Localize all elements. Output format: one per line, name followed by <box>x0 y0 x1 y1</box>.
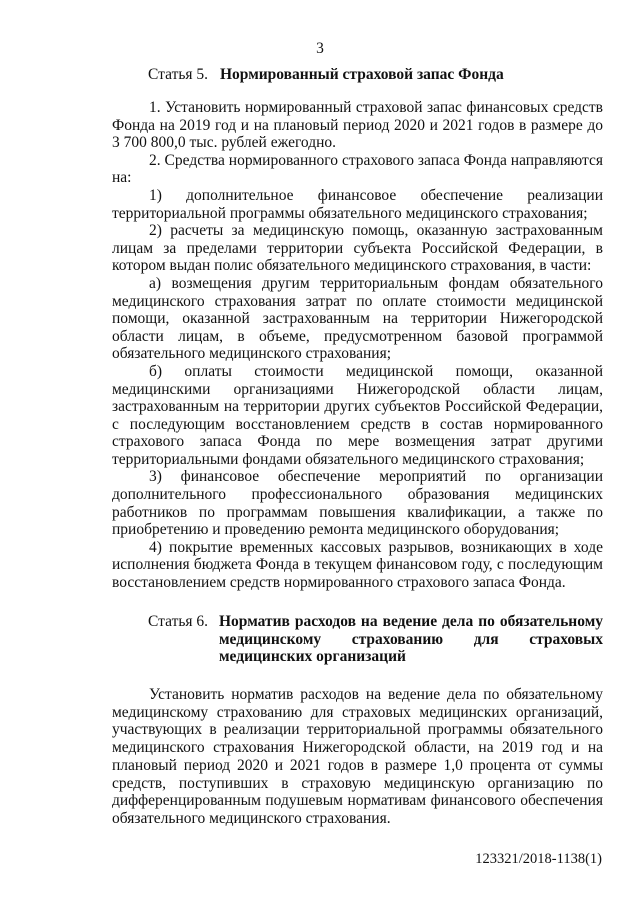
article-6-body <box>112 686 603 828</box>
article-5-number: Статья 5. <box>148 66 209 83</box>
article-5-item-2: 2) расчеты за медицинскую помощь, оказанную застрахованным лицам за пределами территории субъекта Российской Федерации, в котором выдан полис обязательного медицинского страхования, в части: <box>112 222 603 275</box>
article-6-paragraph-1: Установить норматив расходов на ведение дела по обязательному медицинскому страхованию для страховых медицинских организаций, участвующих в реализации территориальной программы обязательного медицинского страхования Нижегородской области, на 2019 год и на плановый период 2020 и 2021 годов в размере 1,0 процента от суммы средств, поступивших в страховую медицинскую организацию по дифференцированным подушевым нормативам финансового обеспечения обязательного медицинского страхования. <box>112 686 603 827</box>
article-6-title: Норматив расходов на ведение дела по обязательному медицинскому страхованию для страховых медицинских организаций <box>219 613 603 665</box>
article-5-item-1: 1) дополнительное финансовое обеспечение реализации территориальной программы обязательного медицинского страхования; <box>112 186 603 222</box>
article-5-title: Нормированный страховой запас Фонда <box>220 66 504 83</box>
article-5-subitem-a: а) возмещения другим территориальным фондам обязательного медицинского страхования затрат по оплате стоимости медицинской помощи, оказанной застрахованным на территории Нижегородской области лицам, в объеме, предусмотренном базовой программой обязательного медицинского страхования; <box>112 274 603 363</box>
article-6-number: Статья 6. <box>148 613 209 630</box>
page-number: 3 <box>316 40 324 57</box>
article-5-body <box>112 99 603 592</box>
document-code: 123321/2018-1138(1) <box>475 851 602 867</box>
article-5-paragraph-1: 1. Установить нормированный страховой запас финансовых средств Фонда на 2019 год и на плановый период 2020 и 2021 годов в размере до 3 700 800,0 тыс. рублей ежегодно. <box>112 99 603 152</box>
article-5-item-3: 3) финансовое обеспечение мероприятий по организации дополнительного профессионального образования медицинских работников по программам повышения квалификации, а также по приобретению и проведению ремонта медицинского оборудования; <box>112 468 603 539</box>
article-5-subitem-b: б) оплаты стоимости медицинской помощи, оказанной медицинскими организациями Нижегородской области лицам, застрахованным на территории других субъектов Российской Федерации, с последующим восстановлением средств в состав нормированного страхового запаса Фонда по мере возмещения затрат другими территориальными фондами обязательного медицинского страхования; <box>112 362 603 468</box>
article-5-item-4: 4) покрытие временных кассовых разрывов, возникающих в ходе исполнения бюджета Фонда в текущем финансовом году, с последующим восстановлением средств нормированного страхового запаса Фонда. <box>112 538 603 592</box>
article-5-paragraph-2: 2. Средства нормированного страхового запаса Фонда направляются на: <box>112 151 603 187</box>
article-6-heading <box>148 613 603 666</box>
article-5-heading <box>148 66 603 84</box>
